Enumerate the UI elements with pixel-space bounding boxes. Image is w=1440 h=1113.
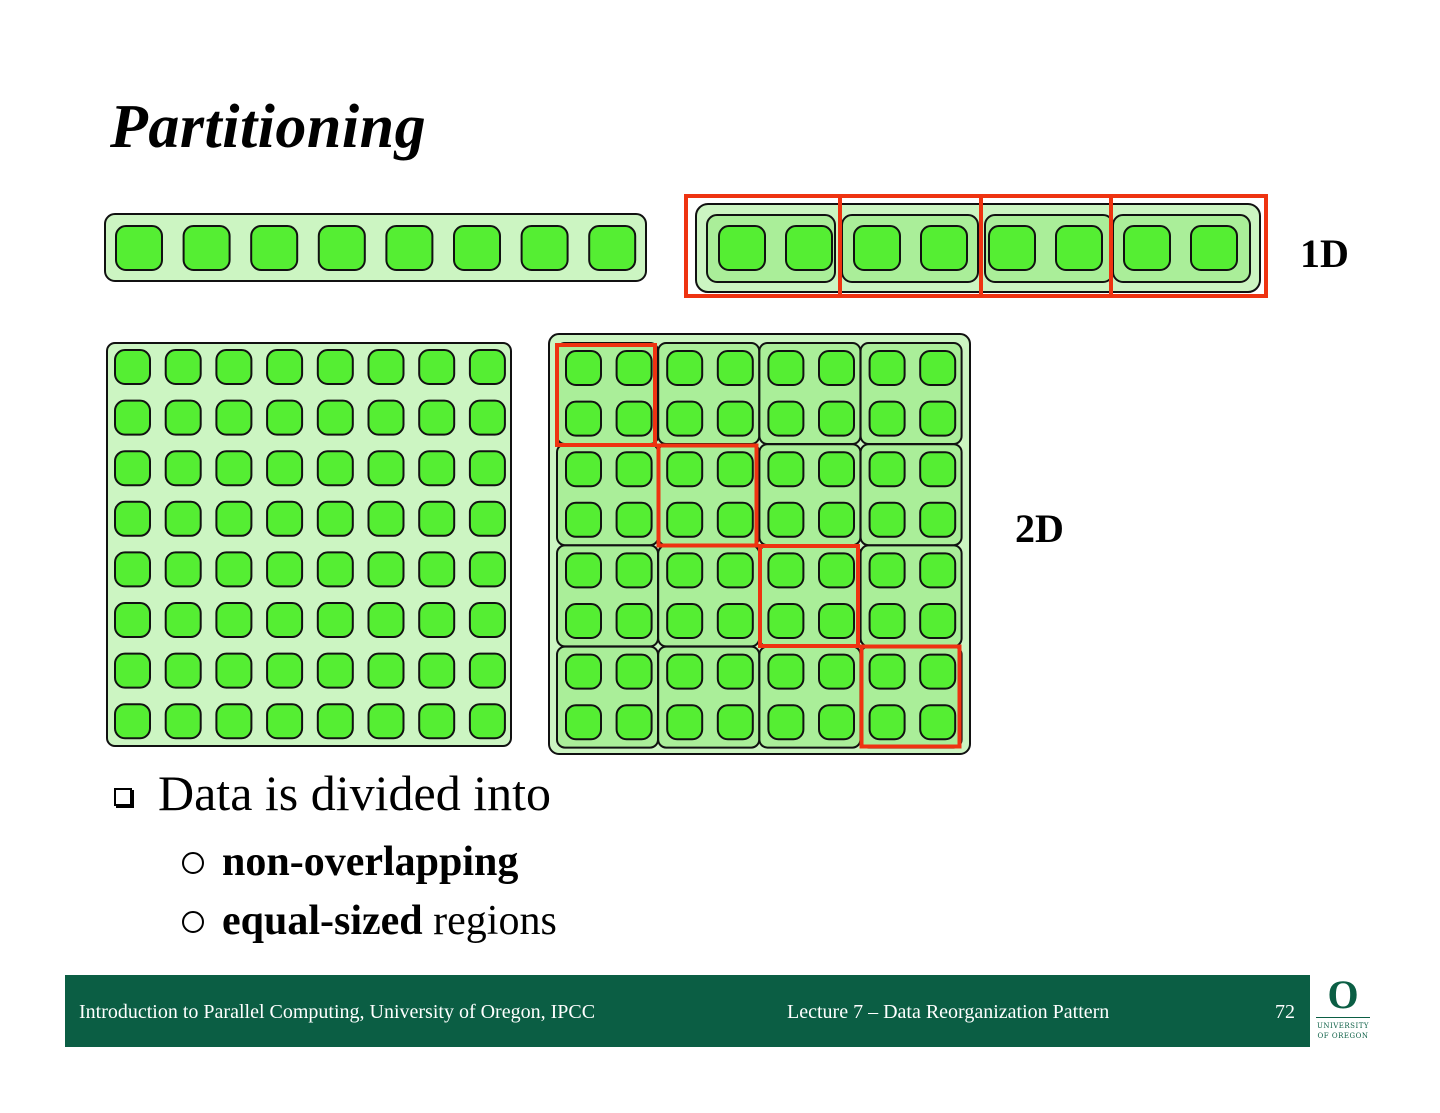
grid-2d-cell bbox=[318, 603, 353, 637]
partitioned-2d-cell bbox=[667, 402, 702, 436]
grid-2d-cell bbox=[369, 350, 404, 384]
grid-2d-cell bbox=[318, 451, 353, 485]
grid-2d-cell bbox=[318, 704, 353, 738]
partitioned-2d-cell bbox=[870, 553, 905, 587]
array-1d-cell bbox=[522, 226, 568, 270]
partitioned-2d-cell bbox=[667, 503, 702, 537]
partitioned-2d-cell bbox=[617, 705, 652, 739]
partitioned-2d-cell bbox=[870, 452, 905, 486]
grid-2d-cell bbox=[369, 502, 404, 536]
logo-letter: O bbox=[1327, 972, 1359, 1017]
partitioned-2d-cell bbox=[718, 705, 753, 739]
partitioned-2d-cell bbox=[819, 604, 854, 638]
grid-2d-cell bbox=[369, 654, 404, 688]
partitioned-2d-cell bbox=[617, 655, 652, 689]
grid-2d-cell bbox=[267, 552, 302, 586]
grid-2d-cell bbox=[419, 502, 454, 536]
grid-2d-cell bbox=[115, 654, 150, 688]
grid-2d-cell bbox=[115, 350, 150, 384]
partitioned-2d-cell bbox=[920, 655, 955, 689]
partitioned-1d-cell bbox=[1124, 226, 1170, 270]
partitioned-1d-cell bbox=[786, 226, 832, 270]
partitioned-2d-cell bbox=[617, 503, 652, 537]
label-2d: 2D bbox=[1015, 506, 1064, 551]
grid-2d-cell bbox=[216, 603, 251, 637]
grid-2d-cell bbox=[470, 603, 505, 637]
footer-lecture: Lecture 7 – Data Reorganization Pattern bbox=[787, 1001, 1110, 1023]
grid-2d-cell bbox=[166, 451, 201, 485]
partitioned-2d-cell bbox=[667, 705, 702, 739]
slide-title: Partitioning bbox=[110, 93, 427, 161]
partitioned-2d-cell bbox=[870, 503, 905, 537]
grid-2d-cell bbox=[369, 451, 404, 485]
partitioned-1d-cell bbox=[1056, 226, 1102, 270]
partitioned-2d-cell bbox=[819, 553, 854, 587]
partitioned-2d-cell bbox=[768, 604, 803, 638]
grid-2d-cell bbox=[216, 451, 251, 485]
partitioned-2d-cell bbox=[768, 655, 803, 689]
partitioned-2d-cell bbox=[920, 452, 955, 486]
grid-2d-cell bbox=[318, 654, 353, 688]
partitioned-2d-cell bbox=[617, 604, 652, 638]
partitioned-2d-cell bbox=[566, 402, 601, 436]
partitioned-1d-cell bbox=[719, 226, 765, 270]
grid-2d-cell bbox=[267, 350, 302, 384]
partitioned-2d-cell bbox=[566, 351, 601, 385]
partitioned-2d-cell bbox=[870, 705, 905, 739]
grid-2d-cell bbox=[369, 603, 404, 637]
grid-2d-cell bbox=[470, 552, 505, 586]
bullet-main bbox=[114, 764, 551, 822]
label-1d: 1D bbox=[1300, 231, 1349, 276]
sub-bullet-1-bold: non-overlapping bbox=[222, 839, 519, 885]
partitioned-2d-cell bbox=[566, 553, 601, 587]
partitioned-2d-cell bbox=[718, 351, 753, 385]
grid-2d-cell bbox=[166, 552, 201, 586]
partitioned-2d-cell bbox=[566, 655, 601, 689]
partitioned-2d-cell bbox=[920, 351, 955, 385]
partitioned-2d-cell bbox=[870, 604, 905, 638]
partitioned-2d-cell bbox=[768, 452, 803, 486]
sub-bullet-1 bbox=[182, 838, 518, 886]
partitioned-1d-cell bbox=[989, 226, 1035, 270]
sub-bullet-2-bold: equal-sized bbox=[222, 898, 423, 944]
circle-bullet-icon bbox=[182, 852, 204, 874]
logo-rule bbox=[1316, 1017, 1370, 1018]
grid-2d-cell bbox=[267, 401, 302, 435]
sub-bullet-2-text: regions bbox=[422, 898, 557, 944]
grid-2d-cell bbox=[267, 451, 302, 485]
grid-2d-cell bbox=[369, 552, 404, 586]
footer-page-number: 72 bbox=[1275, 1001, 1295, 1023]
array-1d-cell bbox=[454, 226, 500, 270]
grid-2d-cell bbox=[419, 704, 454, 738]
grid-2d-cell bbox=[267, 704, 302, 738]
partitioned-2d-cell bbox=[768, 351, 803, 385]
grid-2d-cell bbox=[419, 401, 454, 435]
grid-2d-cell bbox=[419, 451, 454, 485]
grid-2d-cell bbox=[318, 552, 353, 586]
grid-2d-cell bbox=[115, 603, 150, 637]
grid-2d-cell bbox=[369, 704, 404, 738]
grid-2d-cell bbox=[166, 704, 201, 738]
partitioned-2d-cell bbox=[718, 402, 753, 436]
grid-2d-cell bbox=[369, 401, 404, 435]
partitioned-1d-cell bbox=[921, 226, 967, 270]
grid-2d-cell bbox=[115, 552, 150, 586]
partitioned-2d-cell bbox=[819, 503, 854, 537]
grid-2d-cell bbox=[166, 654, 201, 688]
grid-2d-cell bbox=[216, 704, 251, 738]
grid-2d-cell bbox=[115, 451, 150, 485]
grid-2d-cell bbox=[216, 552, 251, 586]
partitioned-2d-cell bbox=[667, 351, 702, 385]
partitioned-1d-cell bbox=[1191, 226, 1237, 270]
partitioned-2d-cell bbox=[819, 655, 854, 689]
circle-bullet-icon bbox=[182, 911, 204, 933]
grid-2d-cell bbox=[166, 350, 201, 384]
partitioned-2d-cell bbox=[920, 402, 955, 436]
partitioned-2d-cell bbox=[819, 351, 854, 385]
grid-2d-cell bbox=[470, 704, 505, 738]
array-1d-cell bbox=[589, 226, 635, 270]
grid-2d-cell bbox=[267, 603, 302, 637]
partitioned-2d-cell bbox=[768, 553, 803, 587]
grid-2d-cell bbox=[470, 401, 505, 435]
partitioned-2d-cell bbox=[819, 452, 854, 486]
array-1d-cell bbox=[184, 226, 230, 270]
partitioned-2d-cell bbox=[667, 655, 702, 689]
university-logo bbox=[1313, 972, 1373, 1047]
partitioned-1d-cell bbox=[854, 226, 900, 270]
partitioned-2d-cell bbox=[870, 402, 905, 436]
grid-2d-cell bbox=[318, 401, 353, 435]
array-1d-cell bbox=[386, 226, 432, 270]
partitioned-2d-cell bbox=[667, 452, 702, 486]
partitioned-2d-cell bbox=[667, 604, 702, 638]
partitioned-2d-cell bbox=[819, 402, 854, 436]
grid-2d-cell bbox=[318, 350, 353, 384]
partitioned-2d-cell bbox=[718, 452, 753, 486]
partitioned-2d-cell bbox=[617, 553, 652, 587]
grid-2d-cell bbox=[115, 502, 150, 536]
partitioned-2d-cell bbox=[566, 503, 601, 537]
grid-2d-cell bbox=[267, 502, 302, 536]
partitioned-2d-cell bbox=[566, 452, 601, 486]
grid-2d-cell bbox=[470, 654, 505, 688]
grid-2d-cell bbox=[166, 603, 201, 637]
partitioned-2d-cell bbox=[768, 705, 803, 739]
partitioned-2d-cell bbox=[768, 402, 803, 436]
partitioned-2d-cell bbox=[870, 351, 905, 385]
partitioned-2d-cell bbox=[566, 705, 601, 739]
grid-2d-cell bbox=[216, 401, 251, 435]
partitioned-2d-cell bbox=[718, 604, 753, 638]
array-1d-cell bbox=[319, 226, 365, 270]
array-1d-cell bbox=[116, 226, 162, 270]
logo-line2: OF OREGON bbox=[1317, 1032, 1369, 1040]
grid-2d-cell bbox=[419, 654, 454, 688]
partitioned-2d-cell bbox=[920, 705, 955, 739]
partitioned-2d-cell bbox=[617, 402, 652, 436]
logo-line1: UNIVERSITY bbox=[1316, 1022, 1370, 1030]
grid-2d-cell bbox=[216, 502, 251, 536]
partitioned-2d-cell bbox=[870, 655, 905, 689]
partitioned-2d-cell bbox=[920, 604, 955, 638]
bullet-main-text: Data is divided into bbox=[158, 765, 551, 821]
grid-2d-cell bbox=[419, 552, 454, 586]
partitioned-2d-cell bbox=[819, 705, 854, 739]
grid-2d-cell bbox=[115, 704, 150, 738]
footer-bar bbox=[65, 975, 1310, 1047]
grid-2d-cell bbox=[166, 502, 201, 536]
partitioned-2d-cell bbox=[718, 553, 753, 587]
square-bullet-icon bbox=[114, 788, 132, 806]
grid-2d-cell bbox=[470, 451, 505, 485]
grid-2d-cell bbox=[318, 502, 353, 536]
partitioned-2d-cell bbox=[617, 452, 652, 486]
partitioned-2d-cell bbox=[718, 503, 753, 537]
grid-2d-cell bbox=[216, 350, 251, 384]
partitioned-2d-cell bbox=[667, 553, 702, 587]
grid-2d-cell bbox=[470, 350, 505, 384]
partitioned-2d-cell bbox=[768, 503, 803, 537]
array-1d-cell bbox=[251, 226, 297, 270]
sub-bullet-2 bbox=[182, 897, 557, 945]
grid-2d-cell bbox=[419, 350, 454, 384]
grid-2d-cell bbox=[419, 603, 454, 637]
partitioned-2d-cell bbox=[617, 351, 652, 385]
grid-2d-cell bbox=[267, 654, 302, 688]
partitioned-2d-cell bbox=[718, 655, 753, 689]
grid-2d-cell bbox=[470, 502, 505, 536]
partitioned-2d-cell bbox=[566, 604, 601, 638]
partitioned-2d-cell bbox=[920, 553, 955, 587]
grid-2d-cell bbox=[216, 654, 251, 688]
partitioned-2d-cell bbox=[920, 503, 955, 537]
grid-2d-cell bbox=[166, 401, 201, 435]
grid-2d-cell bbox=[115, 401, 150, 435]
footer-course: Introduction to Parallel Computing, University of Oregon, IPCC bbox=[79, 1001, 596, 1023]
